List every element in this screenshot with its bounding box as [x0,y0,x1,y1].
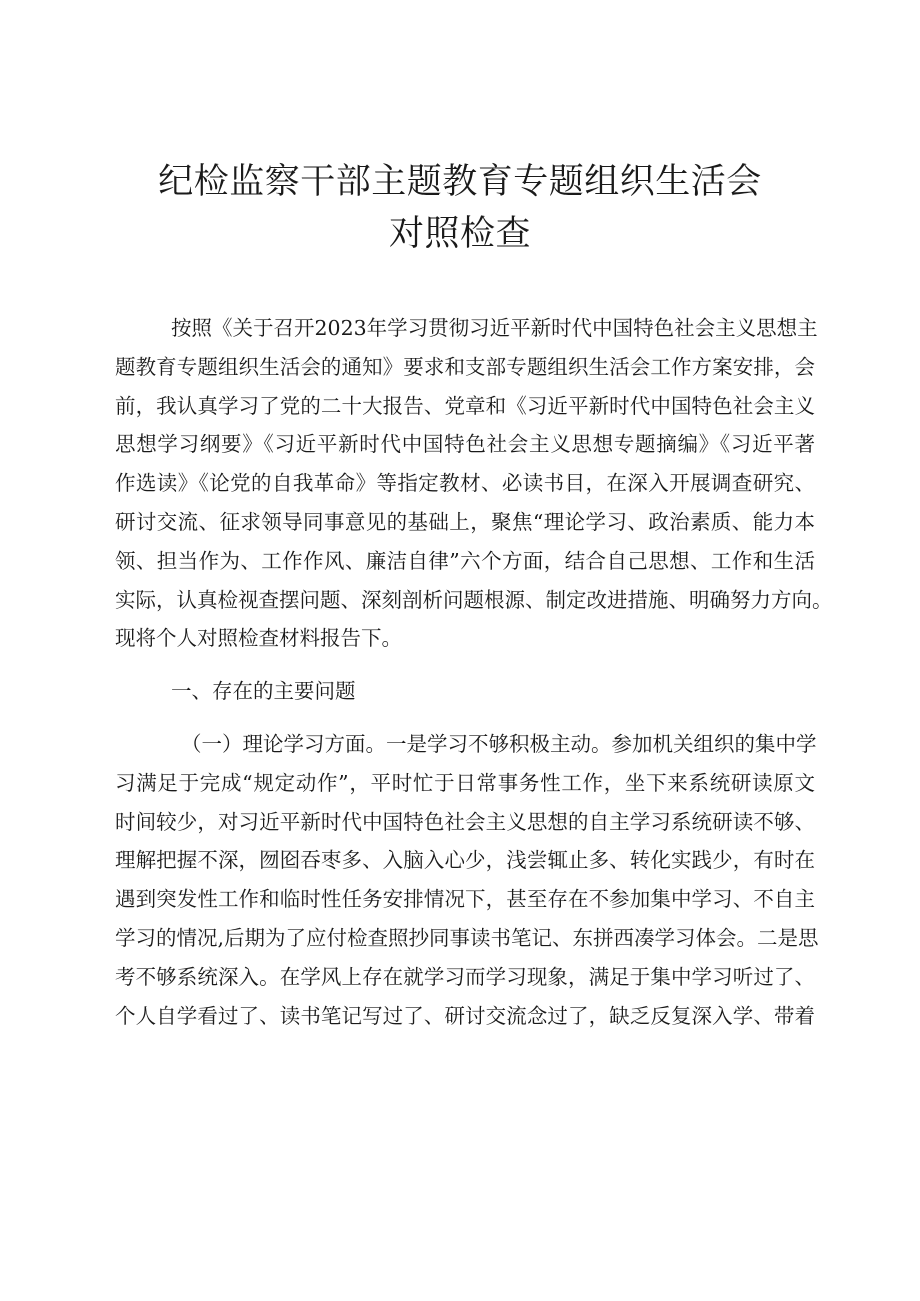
title-line-2: 对照检查 [388,214,531,254]
section1-line: 个人自学看过了、读书笔记写过了、研讨交流念过了，缺乏反复深入学、带着 [115,1003,815,1028]
document-body [115,309,833,1035]
intro-line: 题教育专题组织生活会的通知》要求和支部专题组织生活会工作方案安排，会 [115,354,815,379]
intro-line: 现将个人对照检查材料报告下。 [115,626,402,651]
title-line-1: 纪检监察干部主题教育专题组织生活会 [158,162,762,202]
intro-line: 研讨交流、征求领导同事意见的基础上，聚焦“理论学习、政治素质、能力本 [115,509,815,534]
intro-line: 思想学习纲要》《习近平新时代中国特色社会主义思想专题摘编》《习近平著 [115,432,815,457]
section1-line: 考不够系统深入。在学风上存在就学习而学习现象，满足于集中学习听过了、 [115,964,815,989]
intro-line: 作选读》《论党的自我革命》等指定教材、必读书目，在深入开展调查研究、 [115,471,815,496]
section1-line: 时间较少，对习近平新时代中国特色社会主义思想的自主学习系统研读不够、 [115,809,815,834]
intro-line: 实际，认真检视查摆问题、深刻剖析问题根源、制定改进措施、明确努力方向。 [115,587,833,612]
intro-line: 前，我认真学习了党的二十大报告、党章和《习近平新时代中国特色社会主义 [115,393,815,418]
paragraph-gap [115,658,815,672]
document-title [0,156,920,260]
section1-line: 理解把握不深，囫囵吞枣多、入脑入心少，浅尝辄止多、转化实践少，有时在 [115,848,815,873]
section1-line: （一）理论学习方面。一是学习不够积极主动。参加机关组织的集中学 [181,731,817,756]
section-heading: 一、存在的主要问题 [171,679,356,704]
intro-line: 领、担当作为、工作作风、廉洁自律”六个方面，结合自己思想、工作和生活 [115,548,815,573]
section1-line: 学习的情况,后期为了应付检查照抄同事读书笔记、东拼西凑学习体会。二是思 [115,925,819,950]
section1-line: 习满足于完成“规定动作”，平时忙于日常事务性工作，坐下来系统研读原文 [115,770,815,795]
intro-line: 按照《关于召开2023年学习贯彻习近平新时代中国特色社会主义思想主 [171,316,818,340]
section1-line: 遇到突发性工作和临时性任务安排情况下，甚至存在不参加集中学习、不自主 [115,887,815,912]
paragraph-gap [115,711,815,725]
